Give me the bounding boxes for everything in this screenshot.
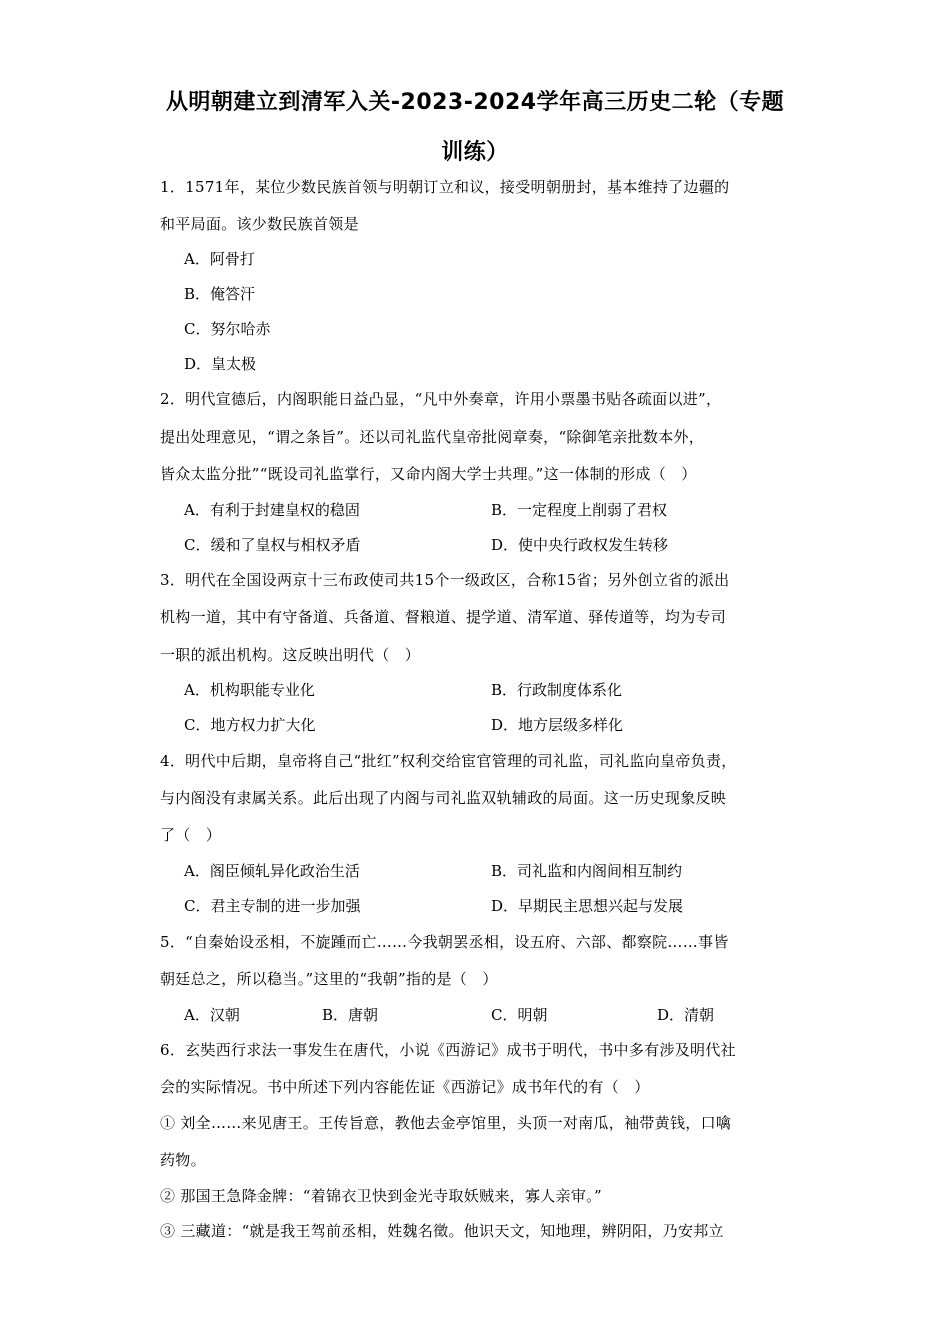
option-c: C．缓和了皇权与相权矛盾 xyxy=(184,536,361,554)
question-text-line: 提出处理意见，“谓之条旨”。还以司礼监代皇帝批阅章奏，“除御笔亲批数本外， xyxy=(160,428,705,446)
option-c: C．地方权力扩大化 xyxy=(184,716,316,734)
option-d: D．使中央行政权发生转移 xyxy=(491,536,669,554)
option-b: B．司礼监和内阁间相互制约 xyxy=(491,862,683,880)
option-c: C．明朝 xyxy=(491,1006,548,1024)
option-a: A．机构职能专业化 xyxy=(184,681,315,699)
option-b: B．俺答汗 xyxy=(184,285,256,303)
question-text-line: 5．“自秦始设丞相，不旋踵而亡……今我朝罢丞相，设五府、六部、都察院……事皆 xyxy=(160,933,729,951)
question-text-line: 6．玄奘西行求法一事发生在唐代，小说《西游记》成书于明代，书中多有涉及明代社 xyxy=(160,1041,736,1059)
question-statement-1-cont: 药物。 xyxy=(160,1151,206,1169)
question-text-line: 2．明代宣德后，内阁职能日益凸显，“凡中外奏章，许用小票墨书贴各疏面以进”， xyxy=(160,390,722,408)
question-text-line: 一职的派出机构。这反映出明代（ ） xyxy=(160,646,421,664)
question-text-line: 机构一道，其中有守备道、兵备道、督粮道、提学道、清军道、驿传道等，均为专司 xyxy=(160,608,727,626)
option-d: D．清朝 xyxy=(657,1006,715,1024)
question-text-line: 皆众太监分批”“既设司礼监掌行，又命内阁大学士共理。”这一体制的形成（ ） xyxy=(160,465,697,483)
option-c: C．君主专制的进一步加强 xyxy=(184,897,361,915)
option-b: B．一定程度上削弱了君权 xyxy=(491,501,668,519)
question-text-line: 3．明代在全国设两京十三布政使司共15个一级政区，合称15省；另外创立省的派出 xyxy=(160,571,730,589)
option-b: B．唐朝 xyxy=(322,1006,379,1024)
question-statement-1: ① 刘全……来见唐王。王传旨意，教他去金亭馆里，头顶一对南瓜，袖带黄钱，口噙 xyxy=(160,1114,732,1132)
option-d: D．早期民主思想兴起与发展 xyxy=(491,897,684,915)
document-title-line-1: 从明朝建立到清军入关-2023-2024学年高三历史二轮（专题 xyxy=(165,90,785,115)
option-c: C．努尔哈赤 xyxy=(184,320,271,338)
question-text-line: 了（ ） xyxy=(160,826,222,844)
question-text-line: 4．明代中后期，皇帝将自己“批红”权利交给宦官管理的司礼监，司礼监向皇帝负责， xyxy=(160,752,737,770)
document-title-line-2: 训练） xyxy=(441,140,509,165)
question-statement-3: ③ 三藏道：“就是我王驾前丞相，姓魏名徵。他识天文，知地理，辨阴阳，乃安邦立 xyxy=(160,1222,724,1240)
question-text-line: 朝廷总之，所以稳当。”这里的“我朝”指的是（ ） xyxy=(160,970,498,988)
option-d: D．皇太极 xyxy=(184,355,257,373)
option-b: B．行政制度体系化 xyxy=(491,681,623,699)
option-a: A．阁臣倾轧异化政治生活 xyxy=(184,862,360,880)
question-text-line: 会的实际情况。书中所述下列内容能佐证《西游记》成书年代的有（ ） xyxy=(160,1078,650,1096)
question-text-line: 与内阁没有隶属关系。此后出现了内阁与司礼监双轨辅政的局面。这一历史现象反映 xyxy=(160,789,727,807)
option-a: A．阿骨打 xyxy=(184,250,255,268)
option-a: A．有利于封建皇权的稳固 xyxy=(184,501,360,519)
option-d: D．地方层级多样化 xyxy=(491,716,624,734)
question-text-line: 1．1571年，某位少数民族首领与明朝订立和议，接受明朝册封，基本维持了边疆的 xyxy=(160,178,730,196)
question-statement-2: ② 那国王急降金牌：“着锦衣卫快到金光寺取妖贼来，寡人亲审。” xyxy=(160,1187,602,1205)
question-text-line: 和平局面。该少数民族首领是 xyxy=(160,215,359,233)
option-a: A．汉朝 xyxy=(184,1006,240,1024)
